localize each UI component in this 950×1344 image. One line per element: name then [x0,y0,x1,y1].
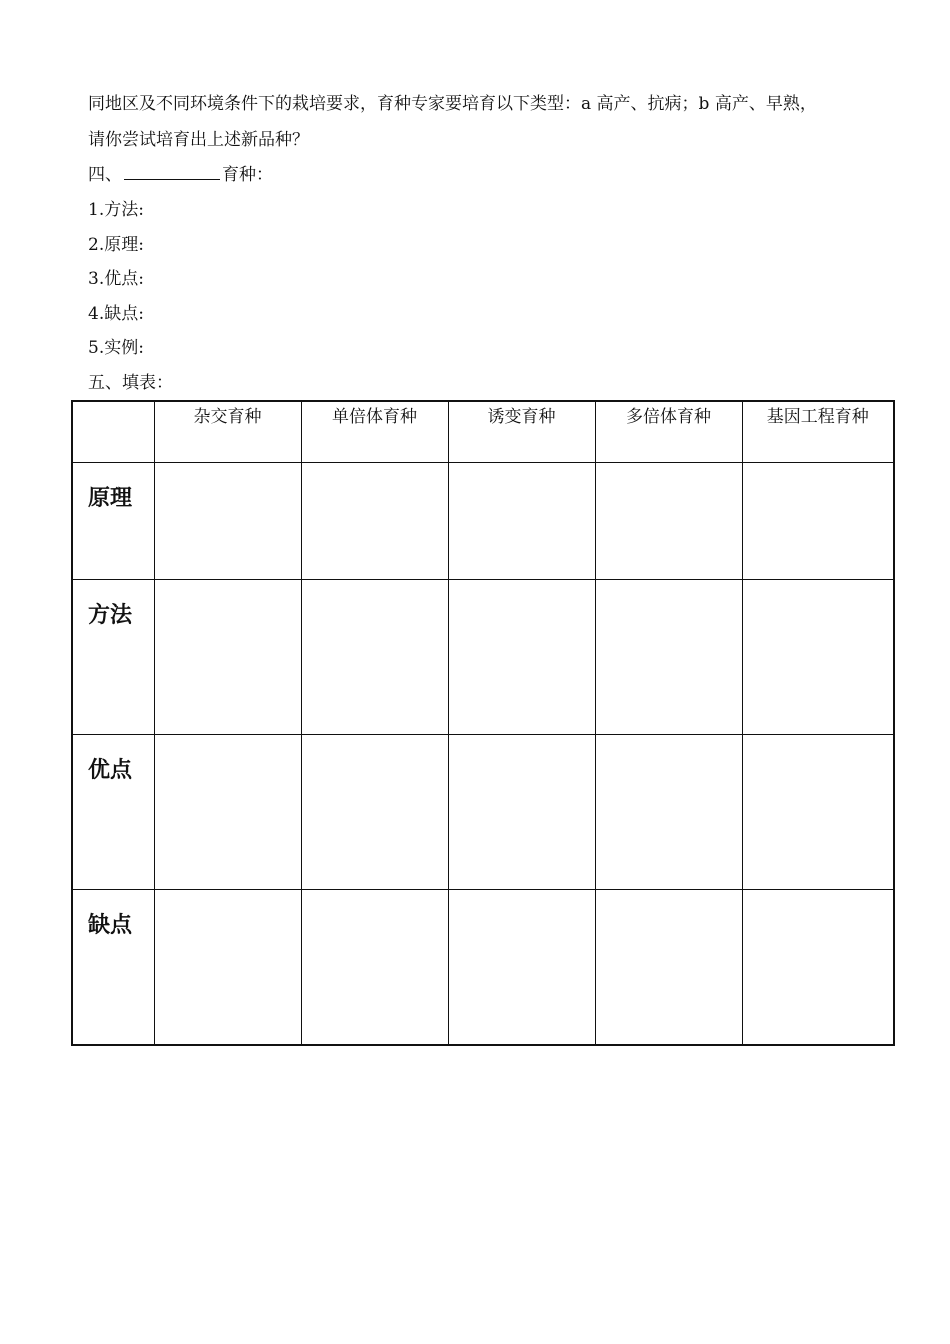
answer-cell[interactable] [301,735,448,890]
table-corner-cell [72,401,154,463]
section-4-item-example: 5.实例: [88,338,144,358]
answer-cell[interactable] [301,463,448,580]
answer-cell[interactable] [448,890,595,1045]
section-4-heading [88,160,273,185]
row-label: 优点 [72,735,154,890]
section-4-item-method: 1.方法: [88,200,144,220]
answer-cell[interactable] [742,890,894,1045]
answer-cell[interactable] [742,463,894,580]
column-header: 杂交育种 [154,401,301,463]
table-row [72,735,894,890]
answer-cell[interactable] [301,580,448,735]
answer-cell[interactable] [448,580,595,735]
section-4-item-disadvantage: 4.缺点: [88,304,144,324]
answer-cell[interactable] [301,890,448,1045]
fill-in-blank[interactable] [124,163,220,180]
column-header: 多倍体育种 [595,401,742,463]
column-header: 诱变育种 [448,401,595,463]
paragraph-line-2: 请你尝试培育出上述新品种？ [88,130,309,150]
section-4-suffix: 育种： [222,165,273,185]
column-header: 基因工程育种 [742,401,894,463]
answer-cell[interactable] [154,580,301,735]
answer-cell[interactable] [742,580,894,735]
answer-cell[interactable] [448,463,595,580]
answer-cell[interactable] [595,735,742,890]
answer-cell[interactable] [448,735,595,890]
answer-cell[interactable] [154,735,301,890]
paragraph-line-1: 同地区及不同环境条件下的栽培要求，育种专家要培育以下类型：a 高产、抗病；b 高产、早熟， [88,94,817,114]
table-row [72,890,894,1045]
table-header-row [72,401,894,463]
row-label: 原理 [72,463,154,580]
section-4-item-principle: 2.原理: [88,235,144,255]
answer-cell[interactable] [154,890,301,1045]
section-4-prefix: 四、 [88,165,122,185]
answer-cell[interactable] [595,580,742,735]
answer-cell[interactable] [595,463,742,580]
breeding-comparison-table [71,400,895,1046]
row-label: 方法 [72,580,154,735]
answer-cell[interactable] [742,735,894,890]
column-header: 单倍体育种 [301,401,448,463]
row-label: 缺点 [72,890,154,1045]
section-5-title: 五、填表： [88,373,173,393]
table-row [72,580,894,735]
answer-cell[interactable] [595,890,742,1045]
answer-cell[interactable] [154,463,301,580]
table-row [72,463,894,580]
section-4-item-advantage: 3.优点: [88,269,144,289]
